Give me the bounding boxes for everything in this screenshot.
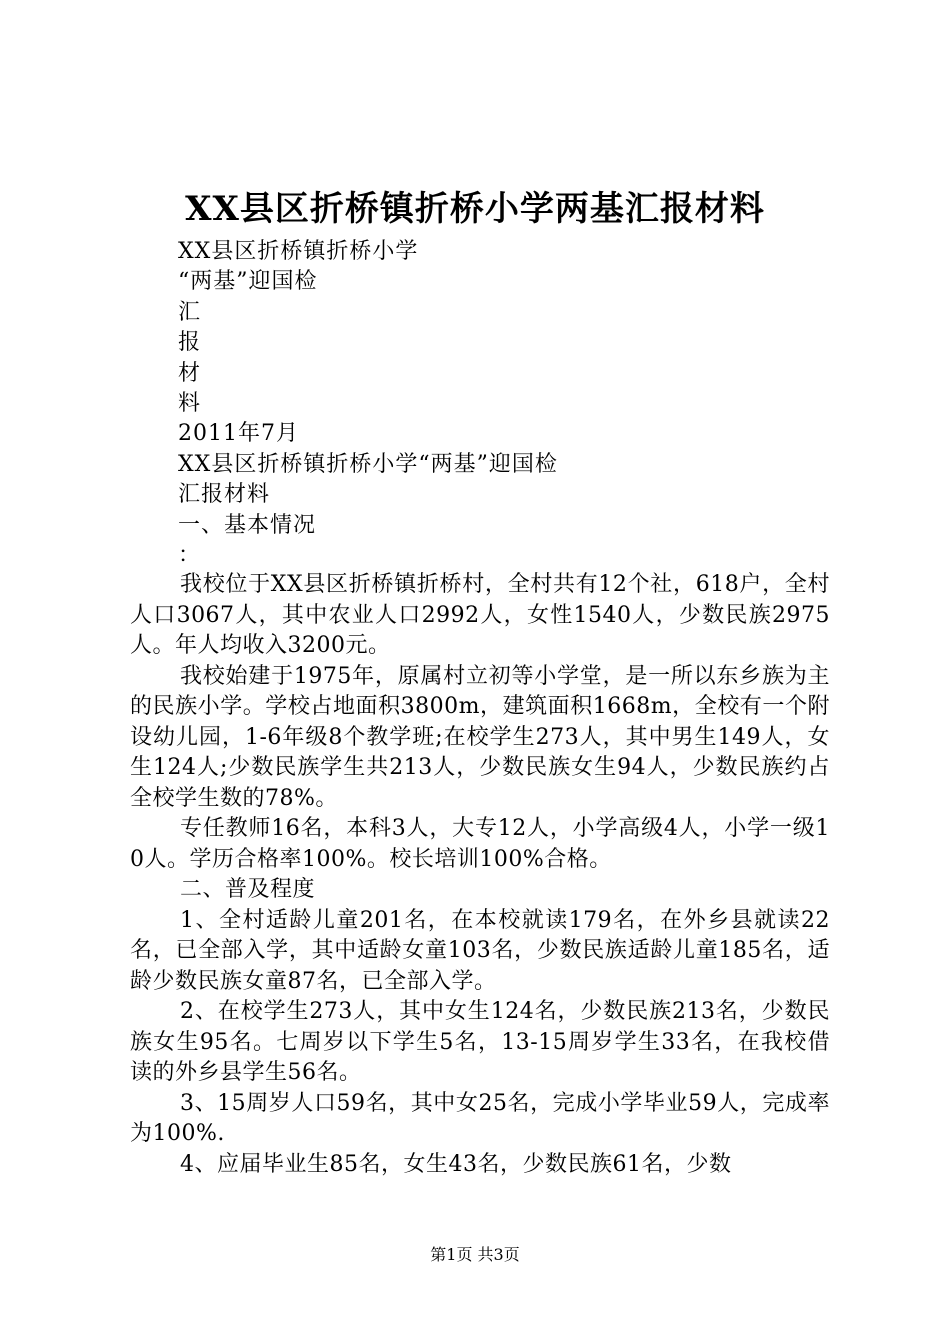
section-colon: ： (178, 542, 202, 568)
paragraph-item-3: 3、15周岁人口59名，其中女25名，完成小学毕业59人，完成率为100%. (130, 1090, 830, 1146)
cover-line-school: XX县区折桥镇折桥小学 (178, 239, 419, 264)
paragraph-teachers: 专任教师16名，本科3人，大专12人，小学高级4人，小学一级10人。学历合格率100%。校长培训100%合格。 (130, 816, 830, 872)
cover-line-char-1: 汇 (178, 299, 202, 325)
cover-line-subtitle: “两基”迎国检 (178, 269, 318, 295)
cover-line-char-3: 材 (178, 360, 202, 386)
paragraph-item-1: 1、全村适龄儿童201名，在本校就读179名，在外乡县就读22名，已全部入学，其中适龄女童103名，少数民族适龄儿童185名，适龄少数民族女童87名，已全部入学。 (130, 907, 830, 994)
cover-line-char-4: 料 (178, 390, 202, 416)
section-heading-basic: 一、基本情况 (178, 512, 317, 538)
paragraph-history: 我校始建于1975年，原属村立初等小学堂，是一所以东乡族为主的民族小学。学校占地面积3800m，建筑面积1668m，全校有一个附设幼儿园，1-6年级8个教学班;在校学生273人，其中男生149人，女生124人;少数民族学生共213人，少数民族女生94人，少数民族约占全校学生数的78%。 (130, 663, 830, 811)
cover-line-heading: XX县区折桥镇折桥小学“两基”迎国检 (178, 451, 558, 477)
document-body (130, 570, 830, 1180)
document-title: XX县区折桥镇折桥小学两基汇报材料 (185, 189, 765, 229)
page-footer: 第1页 共3页 (430, 1245, 520, 1264)
cover-line-heading-2: 汇报材料 (178, 482, 271, 508)
cover-line-char-2: 报 (178, 330, 202, 356)
cover-line-date: 2011年7月 (178, 421, 299, 447)
paragraph-item-4: 4、应届毕业生85名，女生43名，少数民族61名，少数 (180, 1151, 732, 1177)
paragraph-location: 我校位于XX县区折桥镇折桥村，全村共有12个社，618户，全村人口3067人，其中农业人口2992人，女性1540人，少数民族2975人。年人均收入3200元。 (130, 572, 830, 658)
cover-block (178, 237, 898, 571)
section-heading-popularization: 二、普及程度 (180, 877, 316, 902)
paragraph-item-2: 2、在校学生273人，其中女生124名，少数民族213名，少数民族女生95名。七周岁以下学生5名，13-15周岁学生33名，在我校借读的外乡县学生56名。 (130, 999, 830, 1085)
